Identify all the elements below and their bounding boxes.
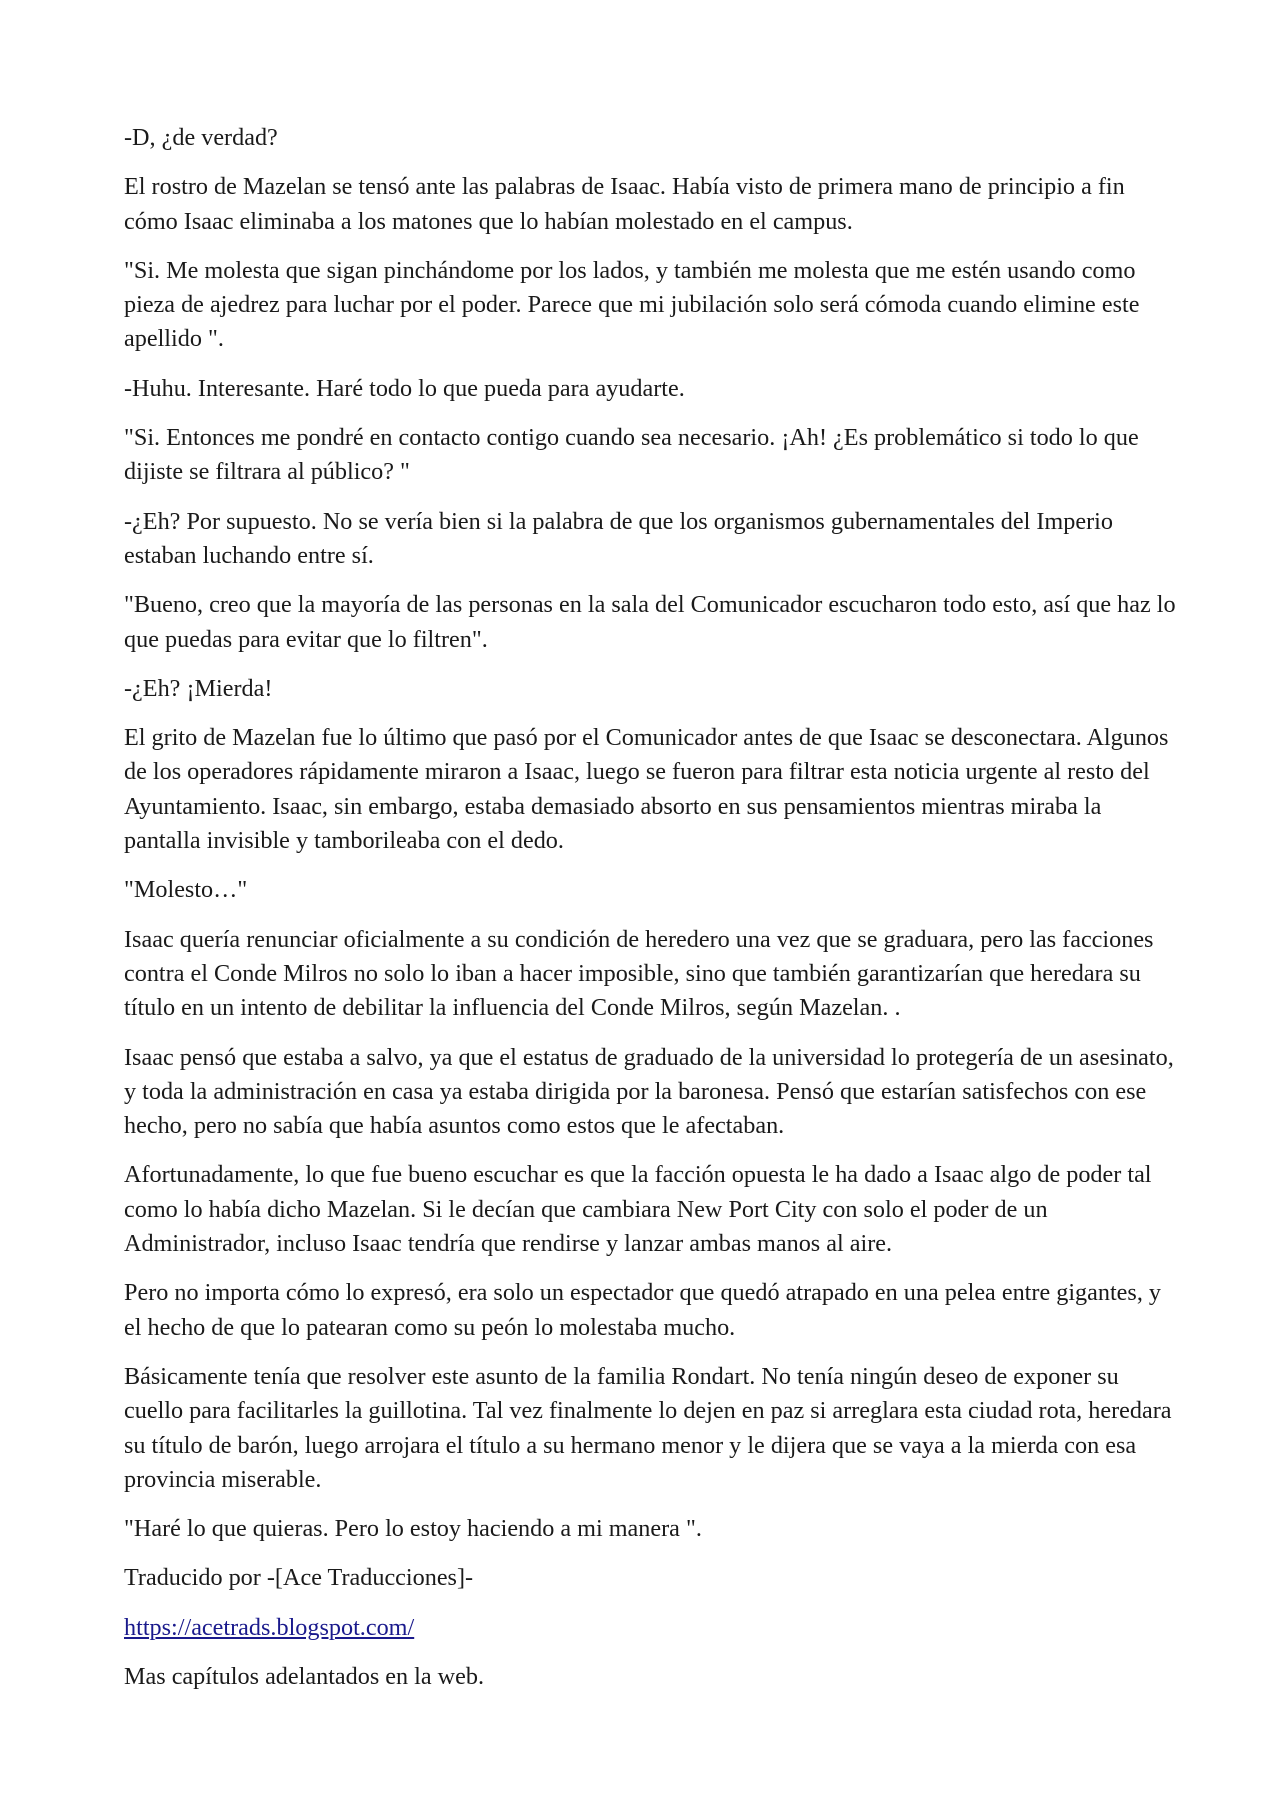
paragraph-8: -¿Eh? ¡Mierda! — [124, 674, 273, 702]
paragraph-7: "Bueno, creo que la mayoría de las personas en la sala del Comunicador escucharon todo esto, así que haz lo que puedas para evitar que lo filtren". — [124, 591, 1176, 653]
paragraph-3: "Si. Me molesta que sigan pinchándome por los lados, y también me molesta que me estén usando como pieza de ajedrez para luchar por el poder. Parece que mi jubilación solo será cómoda cuando elimine este apellido ". — [124, 256, 1140, 353]
paragraph-10: "Molesto…" — [124, 876, 248, 904]
paragraph-12: Isaac pensó que estaba a salvo, ya que el estatus de graduado de la universidad lo protegería de un asesinato, y toda la administración en casa ya estaba dirigida por la baronesa. Pensó que estarían satisfechos con ese hecho, pero no sabía que había asuntos como estos que le afectaban. — [124, 1043, 1174, 1140]
paragraph-9: El grito de Mazelan fue lo último que pasó por el Comunicador antes de que Isaac se desconectara. Algunos de los operadores rápidamente miraron a Isaac, luego se fueron para filtrar esta noticia urgente al resto del Ayuntamiento. Isaac, sin embargo, estaba demasiado absorto en sus pensamientos mientras miraba la pantalla invisible y tamborileaba con el dedo. — [124, 724, 1169, 855]
paragraph-1: -D, ¿de verdad? — [124, 124, 278, 151]
paragraph-2: El rostro de Mazelan se tensó ante las palabras de Isaac. Había visto de primera mano de principio a fin cómo Isaac eliminaba a los matones que lo habían molestado en el campus. — [124, 173, 1125, 235]
paragraph-16: "Haré lo que quieras. Pero lo estoy haciendo a mi manera ". — [124, 1515, 702, 1543]
footer-note: Mas capítulos adelantados en la web. — [124, 1662, 485, 1690]
document-page — [124, 121, 1176, 1709]
paragraph-14: Pero no importa cómo lo expresó, era solo un espectador que quedó atrapado en una pelea entre gigantes, y el hecho de que lo patearan como su peón lo molestaba mucho. — [124, 1279, 1162, 1341]
paragraph-13: Afortunadamente, lo que fue bueno escuchar es que la facción opuesta le ha dado a Isaac algo de poder tal como lo había dicho Mazelan. Si le decían que cambiara New Port City con solo el poder de un Administrador, incluso Isaac tendría que rendirse y lanzar ambas manos al aire. — [124, 1161, 1152, 1258]
paragraph-6: -¿Eh? Por supuesto. No se vería bien si la palabra de que los organismos gubernamentales del Imperio estaban luchando entre sí. — [124, 507, 1113, 569]
paragraph-11: Isaac quería renunciar oficialmente a su condición de heredero una vez que se graduara, pero las facciones contra el Conde Milros no solo lo iban a hacer imposible, sino que también garantizarían que heredara su título en un intento de debilitar la influencia del Conde Milros, según Mazelan. . — [124, 925, 1154, 1022]
paragraph-5: "Si. Entonces me pondré en contacto contigo cuando sea necesario. ¡Ah! ¿Es problemático si todo lo que dijiste se filtrara al público? " — [124, 424, 1139, 486]
link-paragraph — [124, 1611, 1176, 1645]
paragraph-15: Básicamente tenía que resolver este asunto de la familia Rondart. No tenía ningún deseo de exponer su cuello para facilitarles la guillotina. Tal vez finalmente lo dejen en paz si arreglara esta ciudad rota, heredara su título de barón, luego arrojara el título a su hermano menor y le dijera que se vaya a la mierda con esa provincia miserable. — [124, 1362, 1172, 1493]
translator-credit: Traducido por -[Ace Traducciones]- — [124, 1564, 474, 1592]
blog-link[interactable]: https://acetrads.blogspot.com/ — [124, 1613, 415, 1641]
paragraph-4: -Huhu. Interesante. Haré todo lo que pueda para ayudarte. — [124, 374, 685, 402]
